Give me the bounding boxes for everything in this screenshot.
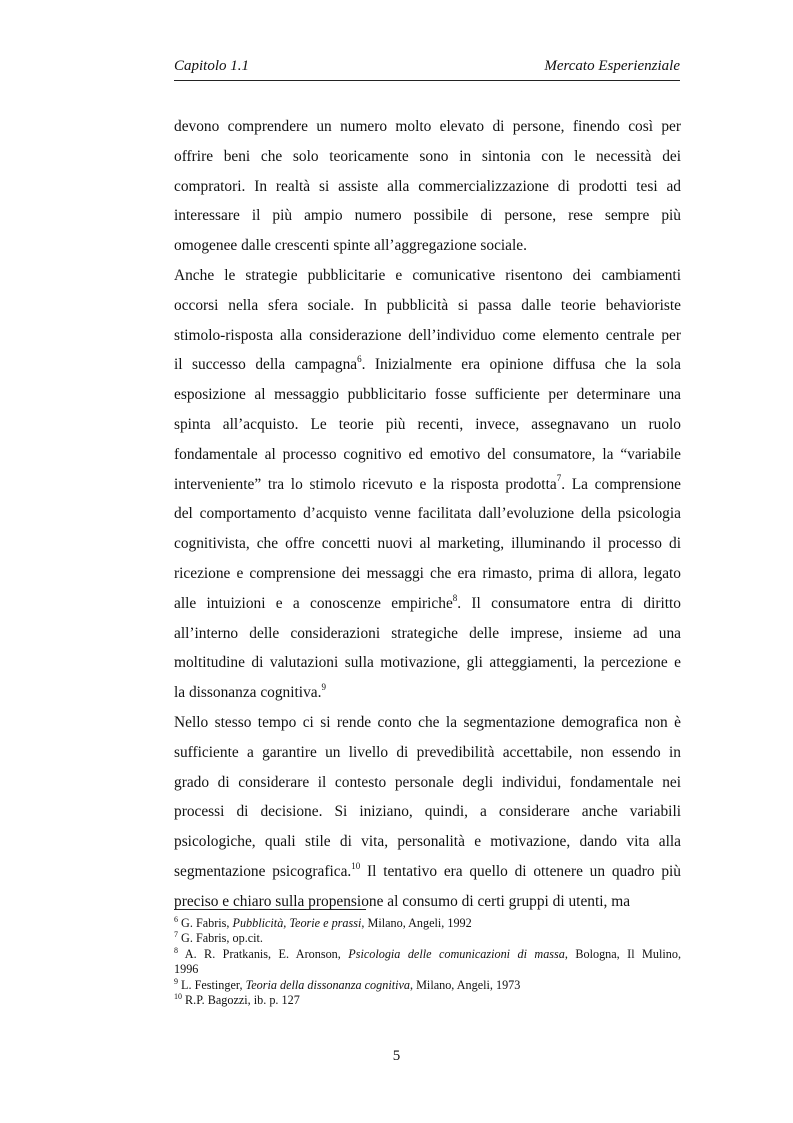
text-line: grado di considerare il contesto personale degli individui, fondamentale nei	[174, 773, 681, 791]
text-line: spinta all’acquisto. Le teorie più recenti, invece, assegnavano un ruolo	[174, 415, 681, 433]
footnote: $^7$ G. Fabris, op.cit.	[174, 930, 263, 946]
text-line: Nello stesso tempo ci si rende conto che la segmentazione demografica non è	[174, 713, 681, 731]
text-line: Anche le strategie pubblicitarie e comunicative risentono dei cambiamenti	[174, 266, 681, 284]
text-line: la dissonanza cognitiva.$^9$	[174, 682, 326, 702]
text-line: occorsi nella sfera sociale. In pubblicità si passa dalle teorie behavioriste	[174, 296, 681, 314]
text-line: preciso e chiaro sulla propensione al consumo di certi gruppi di utenti, ma	[174, 892, 631, 910]
text-line: sufficiente a garantire un livello di prevedibilità accettabile, non essendo in	[174, 743, 681, 761]
text-line: offrire beni che solo teoricamente sono in sintonia con le necessità dei	[174, 147, 681, 165]
text-line: segmentazione psicografica.$^{10}$ Il tentativo era quello di ottenere un quadro più	[174, 860, 681, 880]
footnote-continuation: 1996	[174, 962, 199, 977]
footnote: $^{10}$ R.P. Bagozzi, ib. p. 127	[174, 991, 300, 1008]
paragraph	[174, 112, 681, 261]
text-line: devono comprendere un numero molto elevato di persone, finendo così per	[174, 118, 681, 135]
footnote: $^6$ G. Fabris, Pubblicità, Teorie e prassi, Milano, Angeli, 1992	[174, 914, 472, 930]
text-line: interveniente” tra lo stimolo ricevuto e la risposta prodotta$^7$. La comprensione	[174, 473, 681, 493]
text-line: interessare il più ampio numero possibile di persone, rese sempre più	[174, 207, 681, 225]
footnotes	[174, 916, 681, 1008]
text-line: omogenee dalle crescenti spinte all’aggregazione sociale.	[174, 237, 527, 255]
footnote-number: 10	[174, 991, 182, 1001]
text-line: processi di decisione. Si iniziano, quindi, a considerare anche variabili	[174, 803, 681, 821]
text-line: del comportamento d’acquisto venne facilitata dall’evoluzione della psicologia	[174, 505, 681, 523]
footnote-ref: 8	[452, 592, 458, 603]
text-line: compratori. In realtà si assiste alla commercializzazione di prodotti tesi ad	[174, 177, 681, 195]
footnote-number: 7	[174, 930, 178, 940]
text-line: stimolo-risposta alla considerazione dell’individuo come elemento centrale per	[174, 326, 681, 344]
footnote-title: Teoria della dissonanza cognitiva	[245, 977, 410, 992]
paragraph	[174, 261, 681, 708]
footnote-number: 9	[174, 976, 178, 986]
text-line: alle intuizioni e a conoscenze empiriche$^8$. Il consumatore entra di diritto	[174, 592, 681, 612]
footnote-ref: 9	[321, 682, 326, 693]
footnote: $^8$ A. R. Pratkanis, E. Aronson, Psicologia delle comunicazioni di massa, Bologna, Il Mulino,	[174, 945, 681, 961]
text-line: esposizione al messaggio pubblicitario fosse sufficiente per determinare una	[174, 386, 681, 404]
page-number: 5	[392, 1048, 401, 1064]
text-line: il successo della campagna$^6$. Inizialmente era opinione diffusa che la sola	[174, 354, 682, 374]
paragraph	[174, 708, 681, 917]
footnote-rule	[174, 909, 366, 910]
footnote-ref: 6	[357, 354, 362, 365]
text-line: psicologiche, quali stile di vita, personalità e motivazione, dando vita alla	[174, 833, 681, 851]
footnote-title: Psicologia delle comunicazioni di massa	[348, 946, 565, 961]
footnote: $^9$ L. Festinger, Teoria della dissonanza cognitiva, Milano, Angeli, 1973	[174, 976, 521, 992]
text-line: all’interno delle considerazioni strategiche delle imprese, insieme ad una	[174, 624, 681, 642]
footnote-title: Pubblicità, Teorie e prassi	[232, 916, 362, 930]
footnote-ref: 7	[556, 473, 562, 484]
footnote-ref: 10	[351, 860, 361, 871]
header-chapter: Capitolo 1.1	[174, 58, 250, 74]
text-line: cognitivista, che offre concetti nuovi al marketing, illuminando il processo di	[174, 535, 681, 553]
text-line: ricezione e comprensione dei messaggi che era rimasto, prima di allora, legato	[174, 564, 681, 582]
running-header	[174, 58, 680, 81]
header-title: Mercato Esperienziale	[544, 58, 680, 74]
footnote-number: 6	[174, 914, 178, 924]
footnote-number: 8	[174, 945, 178, 955]
body-text	[174, 112, 681, 917]
text-line: moltitudine di valutazioni sulla motivazione, gli atteggiamenti, la percezione e	[174, 654, 681, 672]
text-line: fondamentale al processo cognitivo ed emotivo del consumatore, la “variabile	[174, 445, 681, 463]
